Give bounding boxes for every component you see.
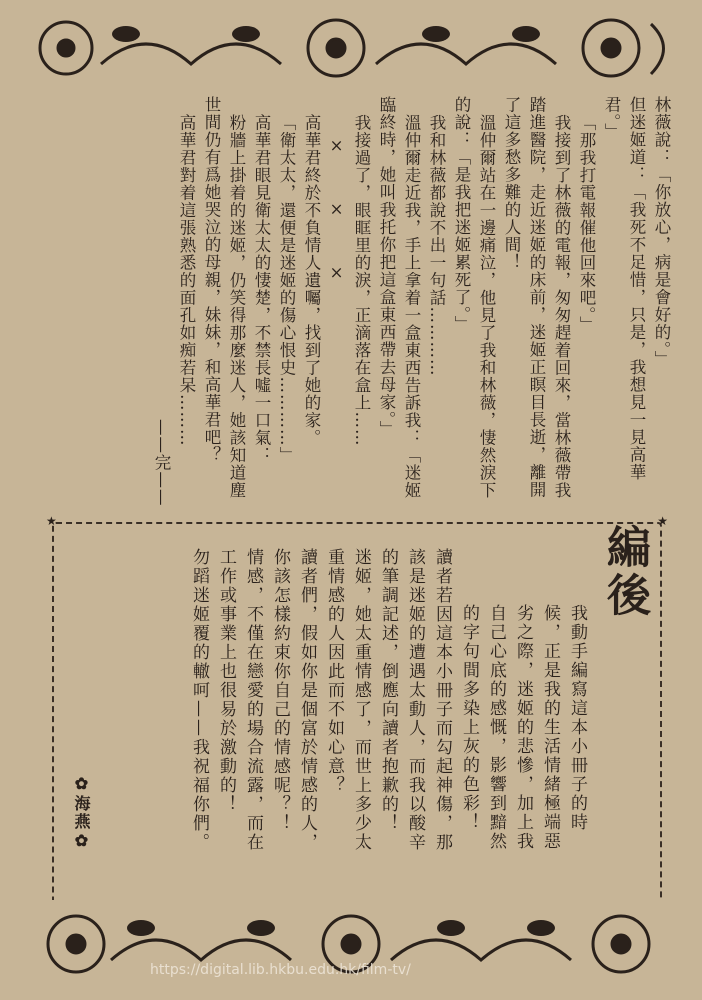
source-watermark: https://digital.lib.hkbu.edu.hk/film-tv/	[150, 962, 411, 978]
floral-border-top	[6, 4, 696, 92]
editor-note-box	[46, 514, 668, 906]
editor-paragraph: 迷姬，她太重情感了，而世上多少太重情感的人因此而不如心意？	[324, 548, 371, 852]
story-paragraph: 我接到了林薇的電報，匆匆趕着回來，當林薇帶我踏進醫院，走近迷姬的床前，迷姬正瞑目長逝，離開了這多愁多難的人間！	[502, 96, 571, 500]
editor-paragraph: 情感，不僅在戀愛的場合流露，而在工作或事業上也很易於激動的！	[216, 548, 263, 852]
story-paragraph: 溫仲爾走近我，手上拿着一盒東西告訴我：「迷姬臨終時，她叫我托你把這盒東西帶去母家。」	[377, 96, 421, 500]
section-separator: × × ×	[327, 136, 346, 296]
story-paragraph: 高華君眼見衛太太的悽楚，不禁長噓一口氣：	[252, 114, 271, 465]
story-paragraph: 「衛太太，還便是迷姬的傷心恨史…………」	[277, 114, 296, 465]
story-paragraph: 「那我打電報催他回來吧。」	[577, 114, 596, 334]
star-icon: ★	[46, 514, 57, 528]
story-text	[28, 96, 674, 506]
editor-signature: ✿海燕✿	[72, 774, 91, 852]
story-paragraph: 高華君終於不負情人遺囑，找到了她的家。	[302, 114, 321, 447]
story-paragraph: 但迷姬道：「我死不足惜，只是，我想見一見高華君。」	[602, 96, 646, 481]
editor-paragraph: 讀者若因這本小冊子而勾起神傷，那該是迷姬的遭遇太動人，而我以酸辛的筆調記述，倒應向讀者抱歉的！	[378, 548, 452, 852]
editor-paragraph: 勿蹈迷姬覆的轍呵——我祝福你們。	[189, 548, 209, 852]
story-paragraph: 溫仲爾站在一邊痛泣，他見了我和林薇，悽然淚下的說：「是我把迷姬累死了。」	[452, 96, 496, 500]
end-mark: ——完——	[152, 418, 171, 506]
story-paragraph: 我接過了，眼眶里的淚，正滴落在盒上……	[352, 114, 371, 447]
editor-paragraph: 我動手編寫這本小冊子的時候，正是我的生活情緒極端惡劣之際，迷姬的悲慘，加上我自己心底的感慨，影響到黯然的字句間多染上灰的色彩！	[459, 604, 587, 851]
title-spacer	[590, 548, 642, 866]
story-paragraph: 粉牆上掛着的迷姬，仍笑得那麼迷人，她該知道塵世間仍有爲她哭泣的母親，妹妹，和高華君吧？	[202, 96, 246, 500]
signature-text: 海燕	[72, 795, 91, 831]
star-icon: ★	[657, 514, 668, 528]
editor-paragraph: 讀者們，假如你是個富於情感的人，你該怎樣約束你自己的情感呢？！	[270, 548, 317, 852]
editor-note-body	[82, 548, 642, 866]
editor-note-title: 編後	[599, 524, 650, 620]
story-paragraph: 高華君對着這張熟悉的面孔如痴若呆………	[177, 114, 196, 447]
story-paragraph: 林薇說：「你放心，病是會好的。」	[652, 96, 671, 368]
story-paragraph: 我和林薇都說不出一句話…………	[427, 114, 446, 377]
